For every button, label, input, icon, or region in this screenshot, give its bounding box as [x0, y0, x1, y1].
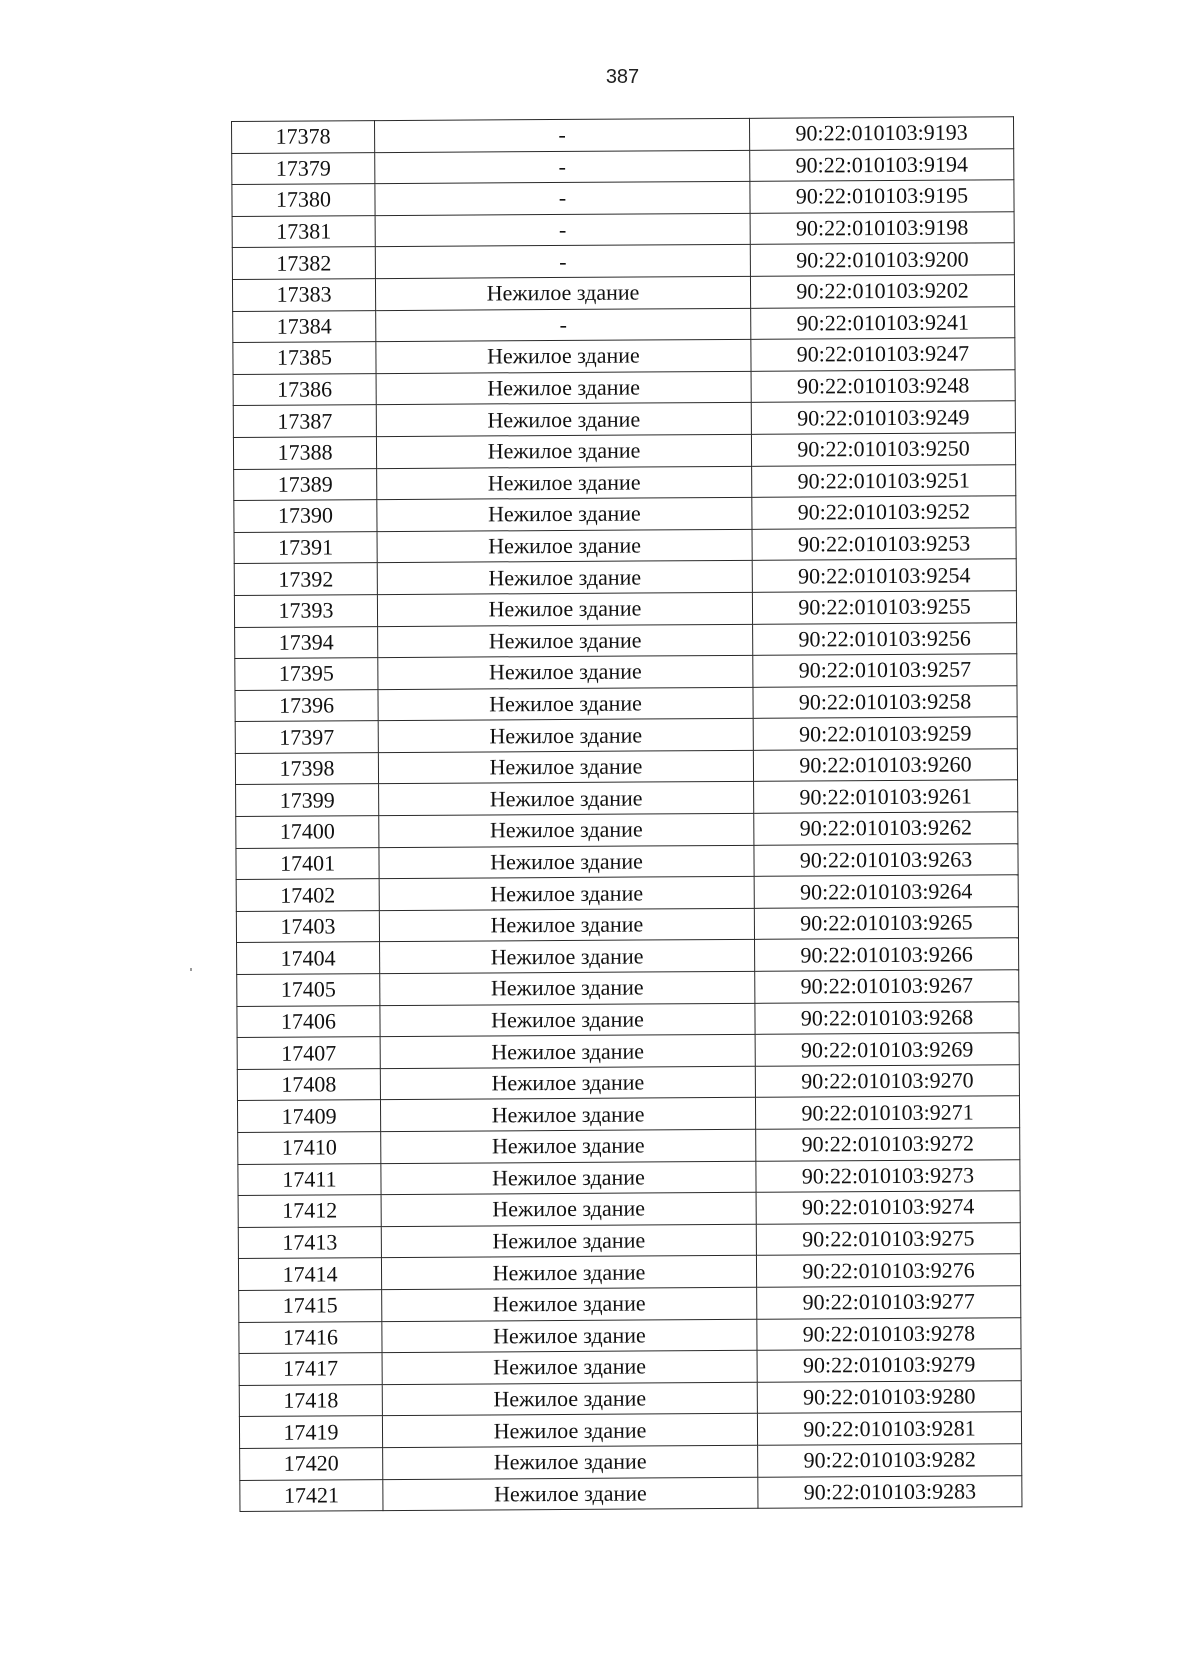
table-row	[237, 970, 1019, 1006]
object-name-cell: Нежилое здание	[380, 971, 755, 1005]
row-number-cell: 17421	[240, 1479, 383, 1511]
cadastral-number-cell: 90:22:010103:9276	[756, 1254, 1020, 1287]
table-row	[238, 1222, 1020, 1258]
table-row	[239, 1317, 1021, 1353]
object-name-cell: Нежилое здание	[381, 1161, 756, 1195]
row-number-cell: 17407	[237, 1037, 380, 1069]
row-number-cell: 17406	[237, 1005, 380, 1037]
cadastral-number-cell: 90:22:010103:9195	[750, 180, 1014, 213]
object-name-cell: Нежилое здание	[381, 1193, 756, 1227]
table-row	[232, 148, 1014, 184]
row-number-cell: 17414	[238, 1258, 381, 1290]
object-name-cell: Нежилое здание	[379, 877, 754, 911]
table-row	[235, 685, 1017, 721]
table-row	[236, 780, 1018, 816]
cadastral-number-cell: 90:22:010103:9251	[752, 464, 1016, 497]
table-row	[234, 496, 1016, 532]
row-number-cell: 17420	[240, 1448, 383, 1480]
object-name-cell: Нежилое здание	[379, 845, 754, 879]
object-name-cell: Нежилое здание	[383, 1445, 758, 1479]
cadastral-number-cell: 90:22:010103:9264	[754, 875, 1018, 908]
table-row	[232, 243, 1014, 279]
object-name-cell: Нежилое здание	[381, 1256, 756, 1290]
cadastral-number-cell: 90:22:010103:9249	[751, 401, 1015, 434]
table-row	[233, 306, 1015, 342]
object-name-cell: Нежилое здание	[382, 1287, 757, 1321]
table-row	[239, 1412, 1021, 1448]
registry-table	[231, 116, 1022, 1512]
row-number-cell: 17417	[239, 1353, 382, 1385]
cadastral-number-cell: 90:22:010103:9271	[755, 1096, 1019, 1129]
cadastral-number-cell: 90:22:010103:9252	[752, 496, 1016, 529]
cadastral-number-cell: 90:22:010103:9247	[751, 338, 1015, 371]
row-number-cell: 17383	[232, 279, 375, 311]
row-number-cell: 17397	[235, 721, 378, 753]
row-number-cell: 17379	[232, 152, 375, 184]
row-number-cell: 17390	[234, 500, 377, 532]
row-number-cell: 17398	[235, 752, 378, 784]
row-number-cell: 17403	[236, 910, 379, 942]
cadastral-number-cell: 90:22:010103:9268	[755, 1001, 1019, 1034]
cadastral-number-cell: 90:22:010103:9265	[754, 907, 1018, 940]
cadastral-number-cell: 90:22:010103:9198	[750, 211, 1014, 244]
object-name-cell: -	[375, 150, 750, 184]
cadastral-number-cell: 90:22:010103:9241	[751, 306, 1015, 339]
row-number-cell: 17393	[234, 595, 377, 627]
object-name-cell: Нежилое здание	[377, 497, 752, 531]
table-row	[238, 1128, 1020, 1164]
row-number-cell: 17392	[234, 563, 377, 595]
object-name-cell: Нежилое здание	[382, 1319, 757, 1353]
object-name-cell: Нежилое здание	[376, 339, 751, 373]
table-row	[233, 433, 1015, 469]
cadastral-number-cell: 90:22:010103:9263	[754, 843, 1018, 876]
object-name-cell: -	[375, 245, 750, 279]
object-name-cell: Нежилое здание	[378, 719, 753, 753]
row-number-cell: 17413	[238, 1226, 381, 1258]
object-name-cell: -	[375, 213, 750, 247]
table-row	[235, 749, 1017, 785]
table-row	[232, 117, 1014, 153]
table-row	[235, 717, 1017, 753]
cadastral-number-cell: 90:22:010103:9262	[754, 812, 1018, 845]
row-number-cell: 17419	[239, 1416, 382, 1448]
cadastral-number-cell: 90:22:010103:9267	[755, 970, 1019, 1003]
table-row	[239, 1349, 1021, 1385]
table-row	[236, 907, 1018, 943]
row-number-cell: 17416	[239, 1321, 382, 1353]
table-row	[237, 1033, 1019, 1069]
table-row	[234, 464, 1016, 500]
row-number-cell: 17387	[233, 405, 376, 437]
object-name-cell: -	[375, 118, 750, 152]
cadastral-number-cell: 90:22:010103:9279	[757, 1349, 1021, 1382]
table-row	[239, 1286, 1021, 1322]
row-number-cell: 17410	[238, 1132, 381, 1164]
object-name-cell: Нежилое здание	[380, 940, 755, 974]
object-name-cell: -	[376, 308, 751, 342]
row-number-cell: 17389	[234, 468, 377, 500]
object-name-cell: Нежилое здание	[377, 592, 752, 626]
table-row	[233, 369, 1015, 405]
row-number-cell: 17381	[232, 215, 375, 247]
object-name-cell: Нежилое здание	[376, 403, 751, 437]
table-row	[234, 559, 1016, 595]
table-row	[236, 812, 1018, 848]
row-number-cell: 17418	[239, 1384, 382, 1416]
cadastral-number-cell: 90:22:010103:9283	[758, 1475, 1022, 1508]
object-name-cell: Нежилое здание	[382, 1350, 757, 1384]
table-row	[239, 1380, 1021, 1416]
table-row	[240, 1444, 1022, 1480]
cadastral-number-cell: 90:22:010103:9250	[751, 433, 1015, 466]
row-number-cell: 17388	[233, 437, 376, 469]
object-name-cell: Нежилое здание	[382, 1414, 757, 1448]
cadastral-number-cell: 90:22:010103:9254	[752, 559, 1016, 592]
cadastral-number-cell: 90:22:010103:9200	[750, 243, 1014, 276]
row-number-cell: 17384	[233, 310, 376, 342]
cadastral-number-cell: 90:22:010103:9261	[754, 780, 1018, 813]
object-name-cell: Нежилое здание	[380, 1035, 755, 1069]
object-name-cell: Нежилое здание	[380, 1003, 755, 1037]
object-name-cell: Нежилое здание	[379, 813, 754, 847]
table-row	[237, 1096, 1019, 1132]
table-row	[234, 527, 1016, 563]
cadastral-number-cell: 90:22:010103:9255	[752, 591, 1016, 624]
table-row	[238, 1191, 1020, 1227]
object-name-cell: Нежилое здание	[377, 466, 752, 500]
page-number: 387	[605, 66, 640, 88]
cadastral-number-cell: 90:22:010103:9256	[753, 622, 1017, 655]
object-name-cell: Нежилое здание	[377, 529, 752, 563]
row-number-cell: 17385	[233, 342, 376, 374]
table-row	[237, 1001, 1019, 1037]
object-name-cell: Нежилое здание	[376, 371, 751, 405]
cadastral-number-cell: 90:22:010103:9269	[755, 1033, 1019, 1066]
table-row	[233, 401, 1015, 437]
row-number-cell: 17408	[237, 1068, 380, 1100]
cadastral-number-cell: 90:22:010103:9274	[756, 1191, 1020, 1224]
object-name-cell: Нежилое здание	[381, 1224, 756, 1258]
cadastral-number-cell: 90:22:010103:9270	[755, 1065, 1019, 1098]
table-row	[240, 1475, 1022, 1511]
object-name-cell: Нежилое здание	[380, 1098, 755, 1132]
cadastral-number-cell: 90:22:010103:9259	[753, 717, 1017, 750]
table-row	[232, 275, 1014, 311]
table-row	[232, 180, 1014, 216]
row-number-cell: 17395	[235, 658, 378, 690]
object-name-cell: Нежилое здание	[379, 908, 754, 942]
row-number-cell: 17378	[232, 121, 375, 153]
object-name-cell: Нежилое здание	[376, 434, 751, 468]
table-row	[238, 1254, 1020, 1290]
row-number-cell: 17404	[237, 942, 380, 974]
cadastral-number-cell: 90:22:010103:9257	[753, 654, 1017, 687]
object-name-cell: Нежилое здание	[383, 1477, 758, 1511]
cadastral-number-cell: 90:22:010103:9282	[758, 1444, 1022, 1477]
row-number-cell: 17400	[236, 816, 379, 848]
table-row	[237, 1065, 1019, 1101]
object-name-cell: Нежилое здание	[378, 687, 753, 721]
object-name-cell: Нежилое здание	[378, 750, 753, 784]
row-number-cell: 17411	[238, 1163, 381, 1195]
cadastral-number-cell: 90:22:010103:9258	[753, 685, 1017, 718]
table-row	[234, 591, 1016, 627]
cadastral-number-cell: 90:22:010103:9193	[749, 117, 1013, 150]
table-row	[233, 338, 1015, 374]
scan-speck	[190, 968, 192, 971]
table-row	[237, 938, 1019, 974]
row-number-cell: 17382	[232, 247, 375, 279]
row-number-cell: 17405	[237, 974, 380, 1006]
cadastral-number-cell: 90:22:010103:9275	[756, 1222, 1020, 1255]
object-name-cell: Нежилое здание	[382, 1382, 757, 1416]
object-name-cell: -	[375, 182, 750, 216]
row-number-cell: 17394	[235, 626, 378, 658]
table-row	[238, 1159, 1020, 1195]
cadastral-number-cell: 90:22:010103:9266	[755, 938, 1019, 971]
object-name-cell: Нежилое здание	[375, 276, 750, 310]
object-name-cell: Нежилое здание	[381, 1129, 756, 1163]
cadastral-number-cell: 90:22:010103:9278	[757, 1317, 1021, 1350]
cadastral-number-cell: 90:22:010103:9202	[750, 275, 1014, 308]
row-number-cell: 17399	[236, 784, 379, 816]
row-number-cell: 17409	[237, 1100, 380, 1132]
table-row	[236, 843, 1018, 879]
row-number-cell: 17412	[238, 1195, 381, 1227]
row-number-cell: 17386	[233, 373, 376, 405]
object-name-cell: Нежилое здание	[378, 624, 753, 658]
row-number-cell: 17391	[234, 531, 377, 563]
cadastral-number-cell: 90:22:010103:9253	[752, 527, 1016, 560]
table-row	[232, 211, 1014, 247]
object-name-cell: Нежилое здание	[378, 655, 753, 689]
object-name-cell: Нежилое здание	[380, 1066, 755, 1100]
cadastral-number-cell: 90:22:010103:9194	[750, 148, 1014, 181]
object-name-cell: Нежилое здание	[379, 782, 754, 816]
row-number-cell: 17396	[235, 689, 378, 721]
cadastral-number-cell: 90:22:010103:9248	[751, 369, 1015, 402]
cadastral-number-cell: 90:22:010103:9281	[757, 1412, 1021, 1445]
cadastral-number-cell: 90:22:010103:9273	[756, 1159, 1020, 1192]
cadastral-number-cell: 90:22:010103:9277	[757, 1286, 1021, 1319]
row-number-cell: 17402	[236, 879, 379, 911]
cadastral-number-cell: 90:22:010103:9280	[757, 1380, 1021, 1413]
row-number-cell: 17380	[232, 184, 375, 216]
cadastral-number-cell: 90:22:010103:9272	[756, 1128, 1020, 1161]
row-number-cell: 17415	[239, 1290, 382, 1322]
object-name-cell: Нежилое здание	[377, 561, 752, 595]
registry-table-body	[232, 117, 1022, 1512]
table-row	[235, 622, 1017, 658]
table-row	[236, 875, 1018, 911]
row-number-cell: 17401	[236, 847, 379, 879]
cadastral-number-cell: 90:22:010103:9260	[753, 749, 1017, 782]
table-row	[235, 654, 1017, 690]
